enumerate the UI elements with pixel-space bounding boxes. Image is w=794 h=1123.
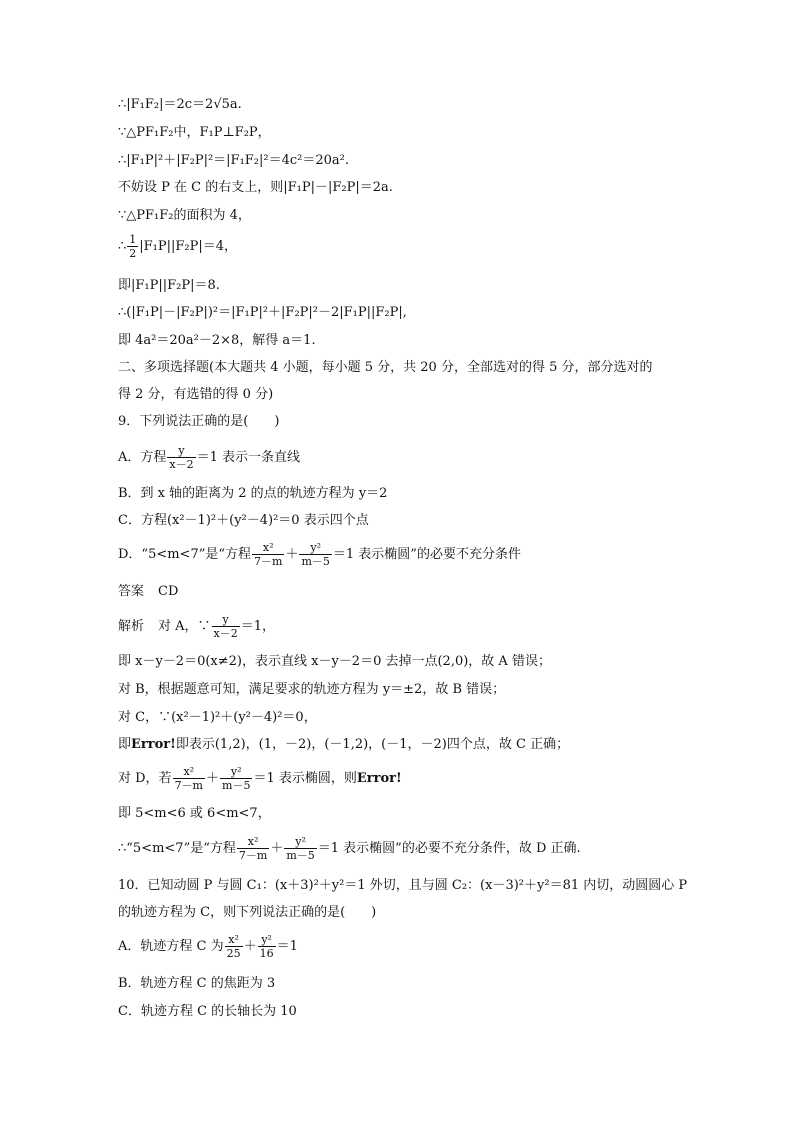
line-solve-a: 即 4a²＝20a²－2×8，解得 a＝1. (118, 333, 316, 348)
fraction-denominator: 25 (226, 947, 241, 960)
fraction-numerator: x² (247, 835, 259, 848)
line-right-branch: 不妨设 P 在 C 的右支上，则|F₁P|－|F₂P|＝2a. (118, 180, 393, 195)
fraction-denominator: m－5 (286, 849, 315, 862)
fraction-denominator: m－5 (301, 555, 330, 568)
plus-sign: ＋ (270, 841, 284, 856)
fraction-numerator: x² (183, 765, 195, 778)
explanation-d-range: 即 5<m<6 或 6<m<7， (118, 806, 271, 821)
fraction-numerator: y (222, 613, 229, 626)
fraction-y2-m5 (220, 765, 252, 792)
fraction-x2-7m (173, 765, 205, 792)
option-text: ＝1 表示一条直线 (196, 450, 300, 465)
option-label: A．方程 (118, 450, 167, 465)
fraction-numerator: y² (230, 765, 242, 778)
explanation-b: 对 B，根据题意可知，满足要求的轨迹方程为 y＝±2，故 B 错误； (118, 682, 506, 697)
option-10a (118, 930, 684, 964)
option-10b: B．轨迹方程 C 的焦距为 3 (118, 976, 276, 991)
option-label: D．“5<m<7”是“方程 (118, 547, 252, 562)
fraction-y-over-x2 (167, 444, 195, 471)
question-10-cont: 的轨迹方程为 C，则下列说法正确的是( ) (118, 905, 377, 920)
explanation-text: ＝1， (240, 619, 276, 634)
fraction-half (127, 233, 138, 260)
answer-value: CD (158, 584, 179, 599)
plus-sign: ＋ (243, 939, 257, 954)
explanation-text: ∴“5<m<7”是“方程 (118, 841, 236, 856)
explanation-c-cont (118, 737, 684, 753)
line-f1f2: ∴|F₁F₂|＝2c＝2√5a. (118, 97, 242, 112)
section-heading-cont: 得 2 分，有选错的得 0 分) (118, 387, 274, 402)
fraction-numerator: y² (310, 541, 321, 554)
fraction-denominator: 16 (259, 947, 274, 960)
option-text: ＝1 表示椭圆”的必要不充分条件 (332, 547, 521, 562)
text-product: |F₁P||F₂P|＝4， (139, 239, 238, 254)
line-product: 即|F₁P||F₂P|＝8. (118, 278, 220, 293)
fraction-x2-7m (237, 835, 269, 862)
plus-sign: ＋ (206, 771, 220, 786)
fraction-numerator: x² (228, 933, 239, 946)
option-9a (118, 441, 684, 475)
explanation-text: 即 (118, 737, 132, 752)
explanation-text: ＝1 表示椭圆，则 (253, 771, 357, 786)
option-text: ＝1 (276, 939, 298, 954)
error-text: Error! (356, 771, 402, 786)
question-10: 10．已知动圆 P 与圆 C₁：(x＋3)²＋y²＝1 外切，且与圆 C₂：(x－3)²＋y²＝81 内切，动圆圆心 P (118, 878, 688, 893)
explanation-text: ＝1 表示椭圆”的必要不充分条件，故 D 正确. (317, 841, 581, 856)
fraction-numerator: x² (262, 541, 274, 554)
explanation-text: 对 A，∵ (158, 619, 211, 634)
answer-label: 答案 (118, 584, 145, 599)
fraction-y2-16 (258, 933, 276, 960)
fraction-numerator: 1 (129, 233, 137, 246)
option-9c: C．方程(x²－1)²＋(y²－4)²＝0 表示四个点 (118, 513, 369, 528)
option-9d (118, 538, 684, 572)
fraction-denominator: x－2 (213, 627, 238, 640)
line-square-diff: ∴(|F₁P|－|F₂P|)²＝|F₁P|²＋|F₂P|²－2|F₁P||F₂P|, (118, 305, 407, 320)
line-pythagoras: ∴|F₁P|²＋|F₂P|²＝|F₁F₂|²＝4c²＝20a². (118, 153, 350, 168)
fraction-y2-m5 (284, 835, 316, 862)
fraction-denominator: 7－m (254, 555, 283, 568)
explanation-a-cont: 即 x－y－2＝0(x≠2)，表示直线 x－y－2＝0 去掉一点(2,0)，故 A 错误； (118, 654, 551, 669)
fraction-denominator: m－5 (222, 779, 251, 792)
fraction-denominator: 7－m (174, 779, 203, 792)
text-therefore: ∴ (118, 239, 127, 254)
fraction-numerator: y² (261, 933, 272, 946)
fraction-x2-25 (225, 933, 243, 960)
line-half-product (118, 230, 684, 264)
line-area: ∵△PF₁F₂的面积为 4， (118, 208, 251, 223)
fraction-x2-7m (252, 541, 284, 568)
option-label: A．轨迹方程 C 为 (118, 939, 224, 954)
option-10c: C．轨迹方程 C 的长轴长为 10 (118, 1004, 297, 1019)
section-heading: 二、多项选择题(本大题共 4 小题，每小题 5 分，共 20 分，全部选对的得 5 分，部分选对的 (118, 360, 653, 375)
answer-line (118, 584, 684, 600)
fraction-denominator: 2 (129, 247, 137, 260)
explanation-c: 对 C，∵(x²－1)²＋(y²－4)²＝0， (118, 710, 317, 725)
plus-sign: ＋ (285, 547, 299, 562)
explanation-d (118, 762, 684, 796)
line-perpendicular: ∵△PF₁F₂中，F₁P⊥F₂P， (118, 125, 271, 140)
explanation-text: 即表示(1,2)，(1，－2)，(－1,2)，(－1，－2)四个点，故 C 正确； (175, 737, 570, 752)
fraction-denominator: x－2 (169, 458, 194, 471)
error-text: Error! (131, 737, 176, 752)
explanation-text: 对 D，若 (118, 771, 172, 786)
explanation-label: 解析 (118, 619, 145, 634)
explanation-a (118, 610, 684, 644)
fraction-numerator: y² (295, 835, 306, 848)
fraction-y2-m5 (299, 541, 331, 568)
fraction-y-over-x2 (212, 613, 240, 640)
option-9b: B．到 x 轴的距离为 2 的点的轨迹方程为 y＝2 (118, 486, 388, 501)
explanation-d-conclusion (118, 832, 684, 866)
fraction-denominator: 7－m (238, 849, 268, 862)
question-9: 9．下列说法正确的是( ) (118, 414, 280, 429)
fraction-numerator: y (178, 444, 185, 457)
